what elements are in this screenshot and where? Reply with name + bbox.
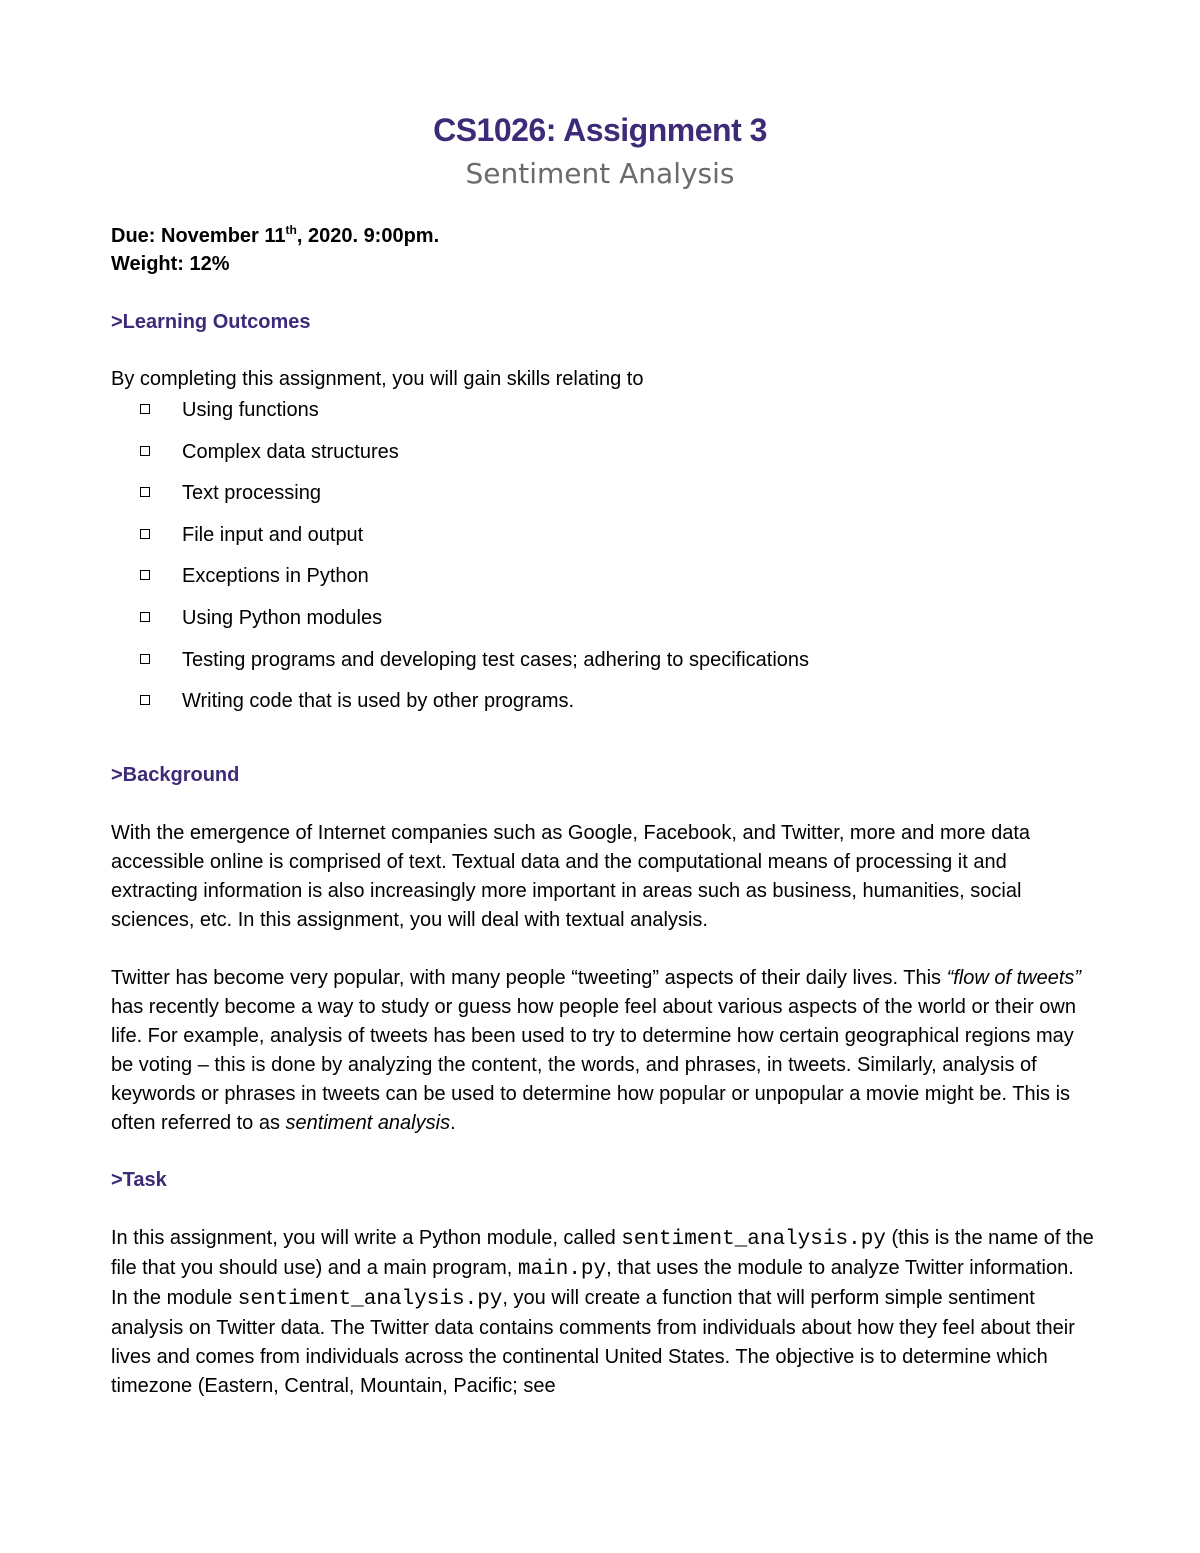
due-date [111,222,1096,250]
code-filename: main.py [517,1257,607,1281]
list-item [111,562,1096,604]
list-item-label: File input and output [182,523,364,546]
checkbox-bullet-icon [140,404,150,414]
checkbox-bullet-icon [140,529,150,539]
emphasis-text: sentiment analysis [285,1111,451,1134]
list-item-label: Writing code that is used by other programs. [182,690,575,713]
learning-outcomes-heading: >Learning Outcomes [111,311,311,333]
due-date-prefix: Due: November 11 [111,225,286,247]
due-date-suffix: , 2020. 9:00pm. [296,225,440,247]
list-item [111,604,1096,646]
paragraph-text: Twitter has become very popular, with many people “tweeting” aspects of their daily lives. This [111,966,947,989]
learning-outcomes-intro: By completing this assignment, you will gain skills relating to [111,368,644,390]
paragraph-text: (this is the name of the file that you should use) and a main program, [111,1226,1094,1279]
due-date-ordinal: th [285,223,297,237]
checkbox-bullet-icon [140,570,150,580]
task-paragraph [111,1224,1096,1401]
list-item-label: Testing programs and developing test cases; adhering to specifications [182,648,810,671]
list-item [111,521,1096,563]
paragraph-text: has recently become a way to study or guess how people feel about various aspects of the world or their own life. For example, analysis of tweets has been used to try to determine how certain geographical regions may be voting – this is done by analyzing the content, the words, and phrases, in tweets. Similarly, analysis of keywords or phrases in tweets can be used to determine how popular or unpopular a movie might be. This is often referred to as [111,995,1076,1134]
list-item [111,438,1096,480]
paragraph-text: , you will create a function that will perform simple sentiment analysis on Twitter data. The Twitter data contains comments from individuals about how they feel about their lives and comes from individuals across the continental United States. The objective is to determine which timezone (Eastern, Central, Mountain, Pacific; see [111,1286,1075,1397]
list-item-label: Complex data structures [182,440,399,463]
learning-outcomes-list [111,396,1096,729]
weight: Weight: 12% [111,253,230,275]
list-item [111,646,1096,688]
list-item [111,479,1096,521]
document-title: CS1026: Assignment 3 [433,112,767,148]
code-filename: sentiment_analysis.py [237,1287,503,1311]
checkbox-bullet-icon [140,612,150,622]
code-filename: sentiment_analysis.py [621,1227,886,1251]
task-heading: >Task [111,1168,167,1191]
list-item-label: Using Python modules [182,606,383,629]
checkbox-bullet-icon [140,446,150,456]
list-item-label: Using functions [182,399,319,421]
list-item [111,687,1096,729]
paragraph-text: In this assignment, you will write a Python module, called [111,1226,622,1249]
checkbox-bullet-icon [140,654,150,664]
background-heading: >Background [111,763,240,786]
checkbox-bullet-icon [140,487,150,497]
background-paragraph-2 [111,964,1096,1138]
list-item [111,396,1096,438]
document-body [111,222,1096,1401]
emphasis-text: “flow of tweets” [946,966,1082,989]
document-subtitle: Sentiment Analysis [465,157,735,190]
checkbox-bullet-icon [140,695,150,705]
list-item-label: Exceptions in Python [182,565,369,588]
background-paragraph-1: With the emergence of Internet companies such as Google, Facebook, and Twitter, more and more data accessible online is comprised of text. Textual data and the computational means of processing it and extracting information is also increasingly more important in areas such as business, humanities, social sciences, etc. In this assignment, you will deal with textual analysis. [111,821,1031,931]
paragraph-text: , that uses the module to analyze Twitter information. In the module [111,1256,1074,1309]
paragraph-text: . [450,1111,456,1134]
list-item-label: Text processing [182,482,321,505]
